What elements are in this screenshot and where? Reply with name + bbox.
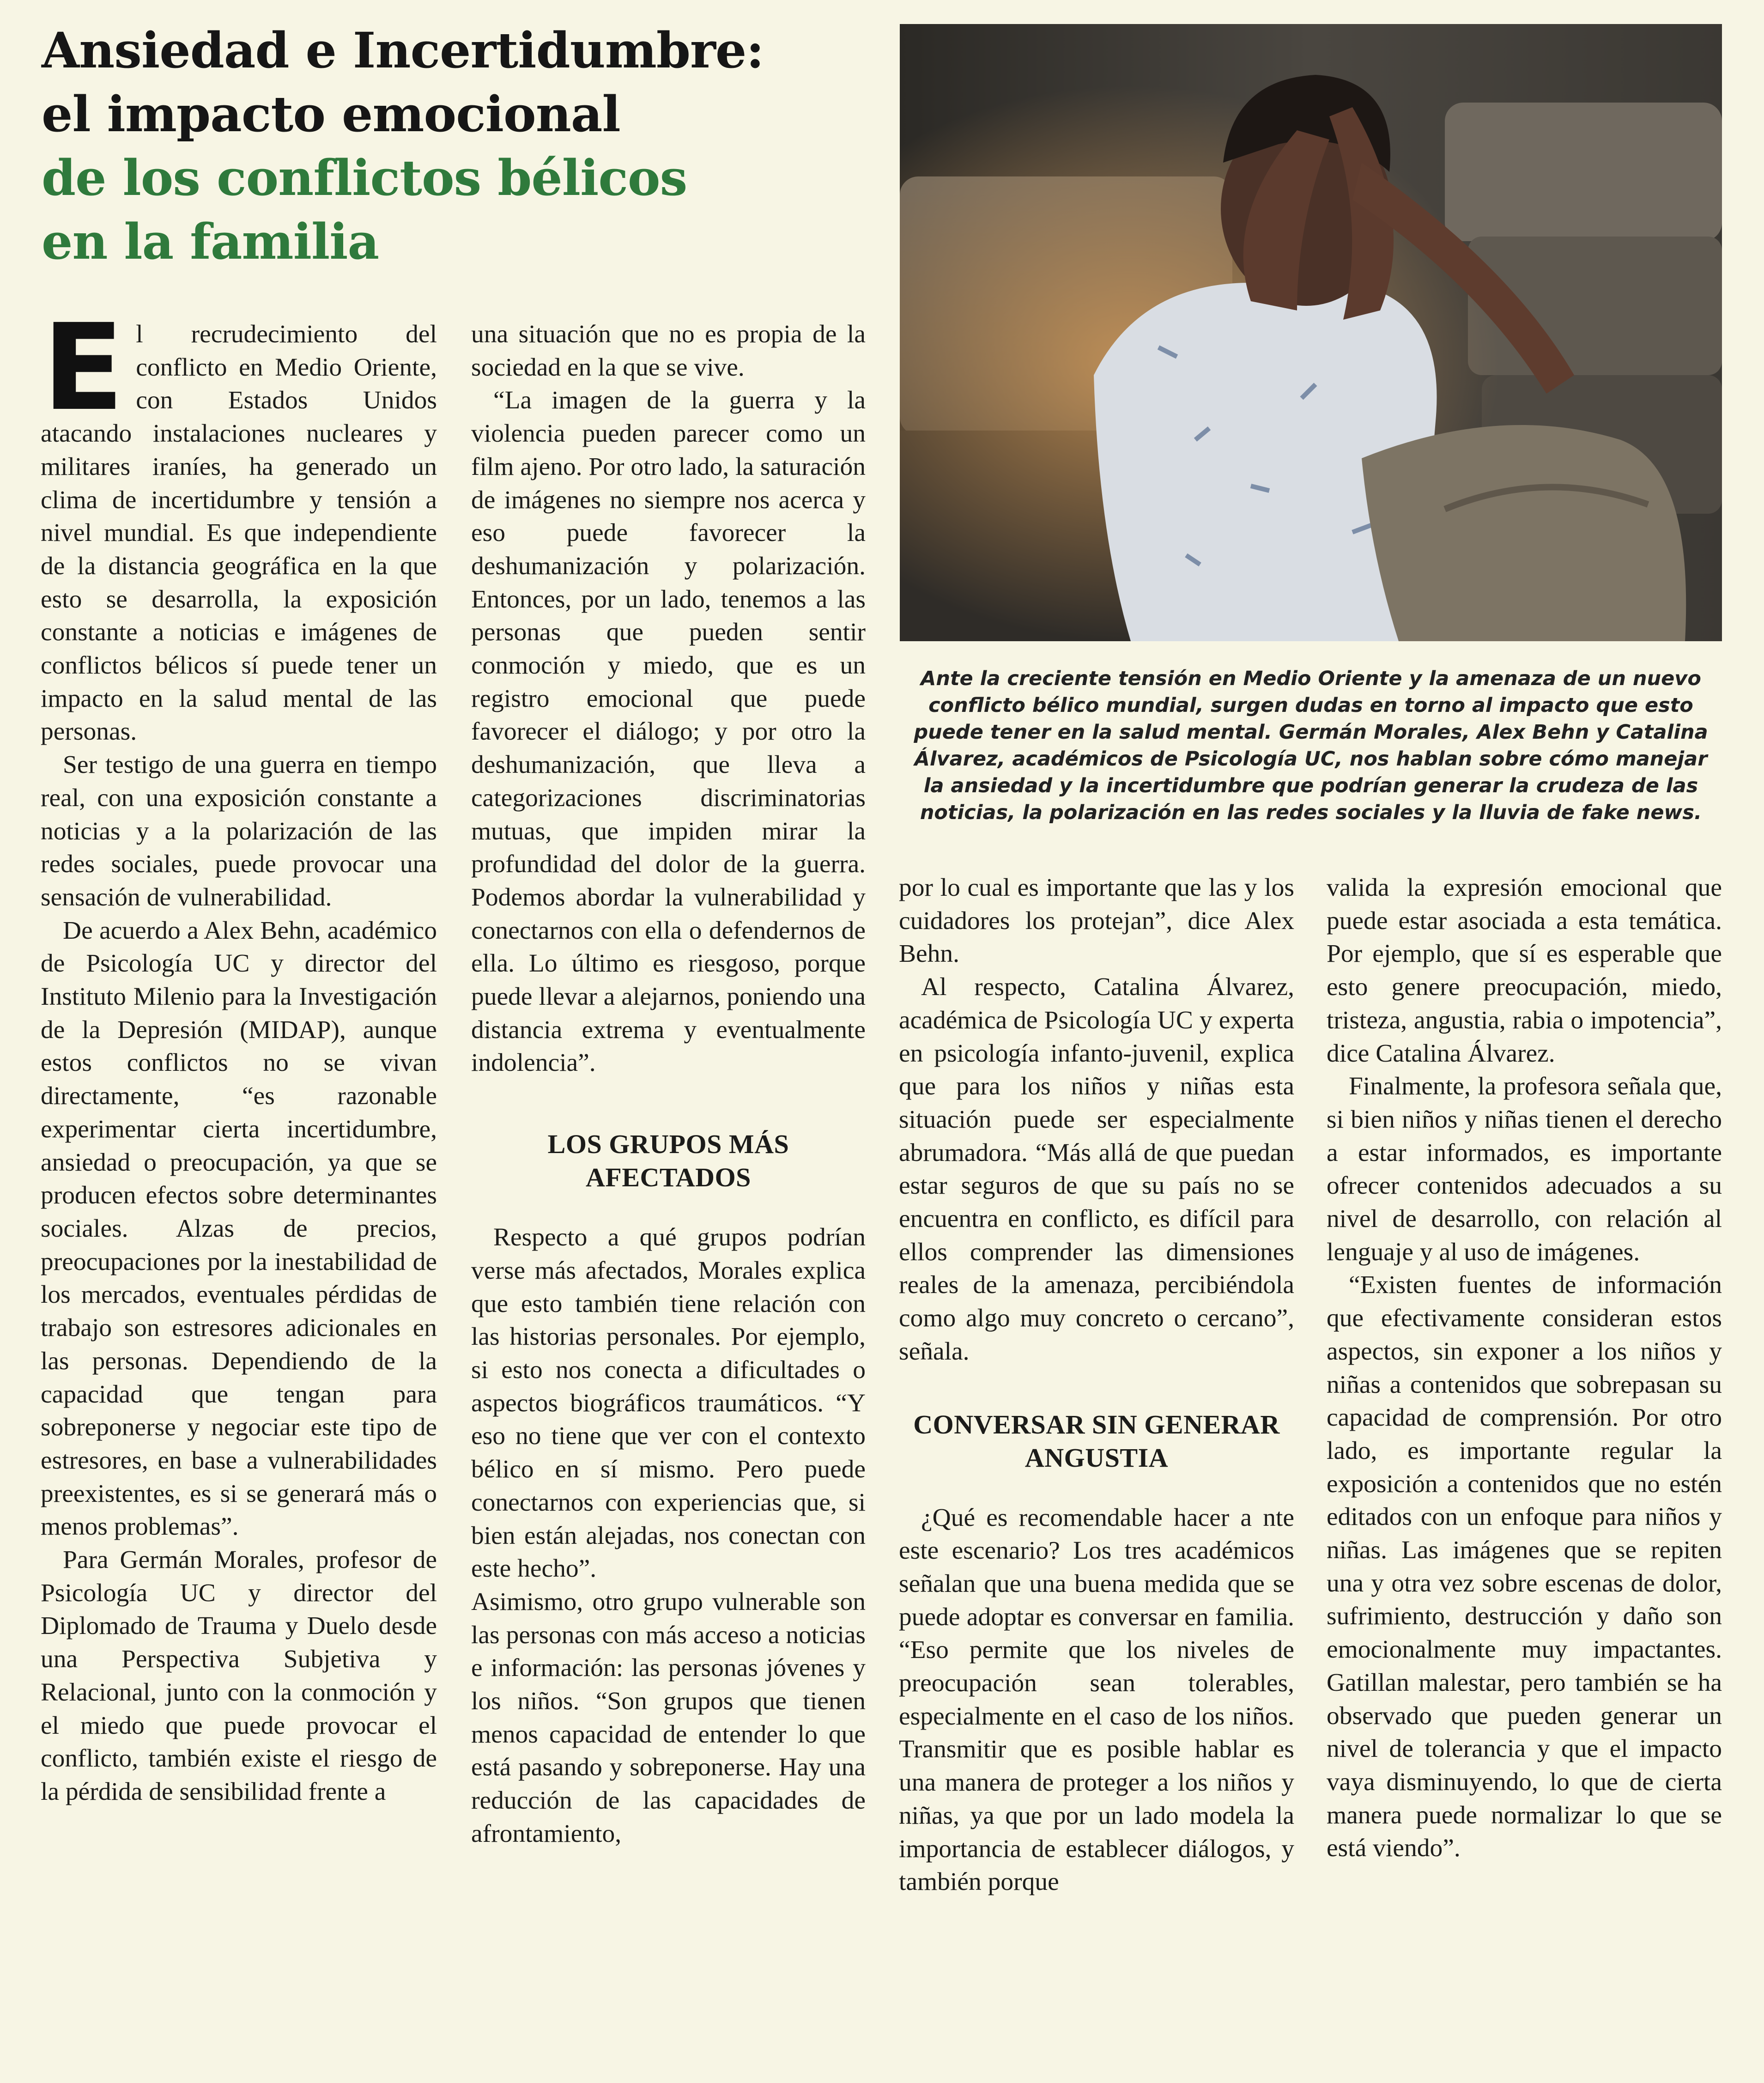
- article-paragraph-10: Finalmente, la profesora señala que, si bien niños y niñas tienen el derecho a estar informados, es importante ofrecer contenidos adecuados a su nivel de desarrollo, con relación al lenguaje y al uso de imágenes.: [1327, 1072, 1722, 1266]
- article-paragraph-11: “Existen fuentes de información que efectivamente consideran estos aspectos, sin exponer a los niños y niñas a contenidos que sobrepasan su capacidad de comprensión. Por otro lado, es importante regular la exposición a contenidos que no estén editados con un enfoque para niños y niñas. Las imágenes que se repiten una y otra vez sobre escenas de dolor, sufrimiento, destrucción y daño son emocionalmente muy impactantes. Gatillan malestar, pero también se ha observado que pueden generar un nivel de tolerancia y que el impacto vaya disminuyendo, lo que de cierta manera puede normalizar lo que se está viendo”.: [1327, 1271, 1722, 1863]
- headline: [42, 18, 873, 273]
- article-column-4: [1327, 871, 1722, 1865]
- article-paragraph-2: Ser testigo de una guerra en tiempo real, con una exposición constante a noticias y a la polarización de las redes sociales, puede provocar una sensación de vulnerabilidad.: [41, 751, 437, 911]
- article-paragraph-9-part-2: valida la expresión emocional que puede estar asociada a esta temática. Por ejemplo, que sí es esperable que esto genere preocupación, miedo, tristeza, angustia, rabia o impotencia”, dice Catalina Álvarez.: [1327, 874, 1722, 1068]
- headline-line-1: Ansiedad e Incertidumbre:: [42, 21, 764, 79]
- drop-cap: E: [42, 298, 124, 437]
- article-paragraph-7-part-2: por lo cual es importante que las y los cuidadores los protejan”, dice Alex Behn.: [899, 874, 1294, 968]
- headline-line-4: en la familia: [42, 213, 379, 270]
- headline-line-2: el impacto emocional: [42, 85, 620, 143]
- article-paragraph-3: De acuerdo a Alex Behn, académico de Psicología UC y director del Instituto Milenio para la Investigación de la Depresión (MIDAP), aunque estos conflictos no se vivan directamente, “es razonable experimentar cierta incertidumbre, ansiedad o preocupación, ya que se producen efectos sobre determinantes sociales. Alzas de precios, preocupaciones por la inestabilidad de los mercados, eventuales pérdidas de trabajo son estresores adicionales en las personas. Dependiendo de la capacidad que tengan para sobreponerse y negociar este tipo de estresores, en base a vulnerabilidades preexistentes, es si se generará más o menos problemas”.: [41, 916, 437, 1541]
- article-paragraph-7-part-1: Asimismo, otro grupo vulnerable son las personas con más acceso a noticias e información: las personas jóvenes y los niños. “Son grupos que tienen menos capacidad de entender lo que está pasando y sobreponerse. Hay una reducción de las capacidades de afrontamiento,: [471, 1587, 866, 1848]
- woman-covering-face-photo: [900, 24, 1722, 641]
- article-paragraph-1: [41, 298, 437, 748]
- photo-caption: Ante la creciente tensión en Medio Oriente y la amenaza de un nuevo conflicto bélico mundial, surgen dudas en torno al impacto que esto puede tener en la salud mental. Germán Morales, Alex Behn y Catalina Álvarez, académicos de Psicología UC, nos hablan sobre cómo manejar la ansiedad y la incertidumbre que podrían generar la crudeza de las noticias, la polarización en las redes sociales y la lluvia de fake news.: [914, 667, 1708, 824]
- subhead-grupos-afectados: LOS GRUPOS MÁS AFECTADOS: [547, 1129, 789, 1193]
- article-paragraph-6: Respecto a qué grupos podrían verse más afectados, Morales explica que esto también tiene relación con las historias personales. Por ejemplo, si esto nos conecta a dificultades o aspectos biográficos traumáticos. “Y eso no tiene que ver con el contexto bélico en sí mismo. Pero puede conectarnos con experiencias que, si bien están alejadas, nos conectan con este hecho”.: [471, 1223, 866, 1583]
- article-column-1: [41, 298, 437, 1809]
- article-paragraph-8: Al respecto, Catalina Álvarez, académica de Psicología UC y experta en psicología infanto-juvenil, explica que para los niños y niñas esta situación puede ser especialmente abrumadora. “Más allá de que puedan estar seguros de que su país no se encuentra en conflicto, es difícil para ellos comprender las dimensiones reales de la amenaza, percibiéndola como algo muy concreto o cercano”, señala.: [899, 973, 1294, 1366]
- article-paragraph-4-part-2: una situación que no es propia de la sociedad en la que se vive.: [471, 320, 866, 382]
- article-paragraph-1-text: l recrudecimiento del conflicto en Medio Oriente, con Estados Unidos atacando instalaciones nucleares y militares iraníes, ha generado un clima de incertidumbre y tensión a nivel mundial. Es que independiente de la distancia geográfica en la que esto se desarrolla, la exposición constante a noticias e imágenes de conflictos bélicos sí puede tener un impacto en la salud mental de las personas.: [41, 320, 437, 746]
- subhead-conversar: CONVERSAR SIN GENERAR ANGUSTIA: [913, 1409, 1280, 1473]
- article-column-2: [471, 318, 866, 1851]
- headline-line-3: de los conflictos bélicos: [42, 149, 687, 206]
- article-paragraph-5: “La imagen de la guerra y la violencia pueden parecer como un film ajeno. Por otro lado, la saturación de imágenes no siempre nos acerca y eso puede favorecer la deshumanización y polarización. Entonces, por un lado, tenemos a las personas que pueden sentir conmoción y miedo, que es un registro emocional que puede favorecer el diálogo; y por otro la deshumanización, que lleva a categorizaciones discriminatorias mutuas, que impiden mirar la profundidad del dolor de la guerra. Podemos abordar la vulnerabilidad y conectarnos con ella o defendernos de ella. Lo último es riesgoso, porque puede llevar a alejarnos, poniendo una distancia extrema y eventualmente indolencia”.: [471, 386, 866, 1077]
- article-paragraph-4-part-1: Para Germán Morales, profesor de Psicología UC y director del Diplomado de Trauma y Duelo desde una Perspectiva Subjetiva y Relacional, junto con la conmoción y el miedo que puede provocar el conflicto, también existe el riesgo de la pérdida de sensibilidad frente a: [41, 1546, 437, 1806]
- article-paragraph-9-part-1: ¿Qué es recomendable hacer a nte este escenario? Los tres académicos señalan que una buena medida que se puede adoptar es conversar en familia. “Eso permite que los niveles de preocupación sean tolerables, especialmente en el caso de los niños. Transmitir que es posible hablar es una manera de proteger a los niños y niñas, ya que por un lado modela la importancia de establecer diálogos, y también porque: [899, 1503, 1294, 1896]
- article-column-3: [899, 871, 1294, 1899]
